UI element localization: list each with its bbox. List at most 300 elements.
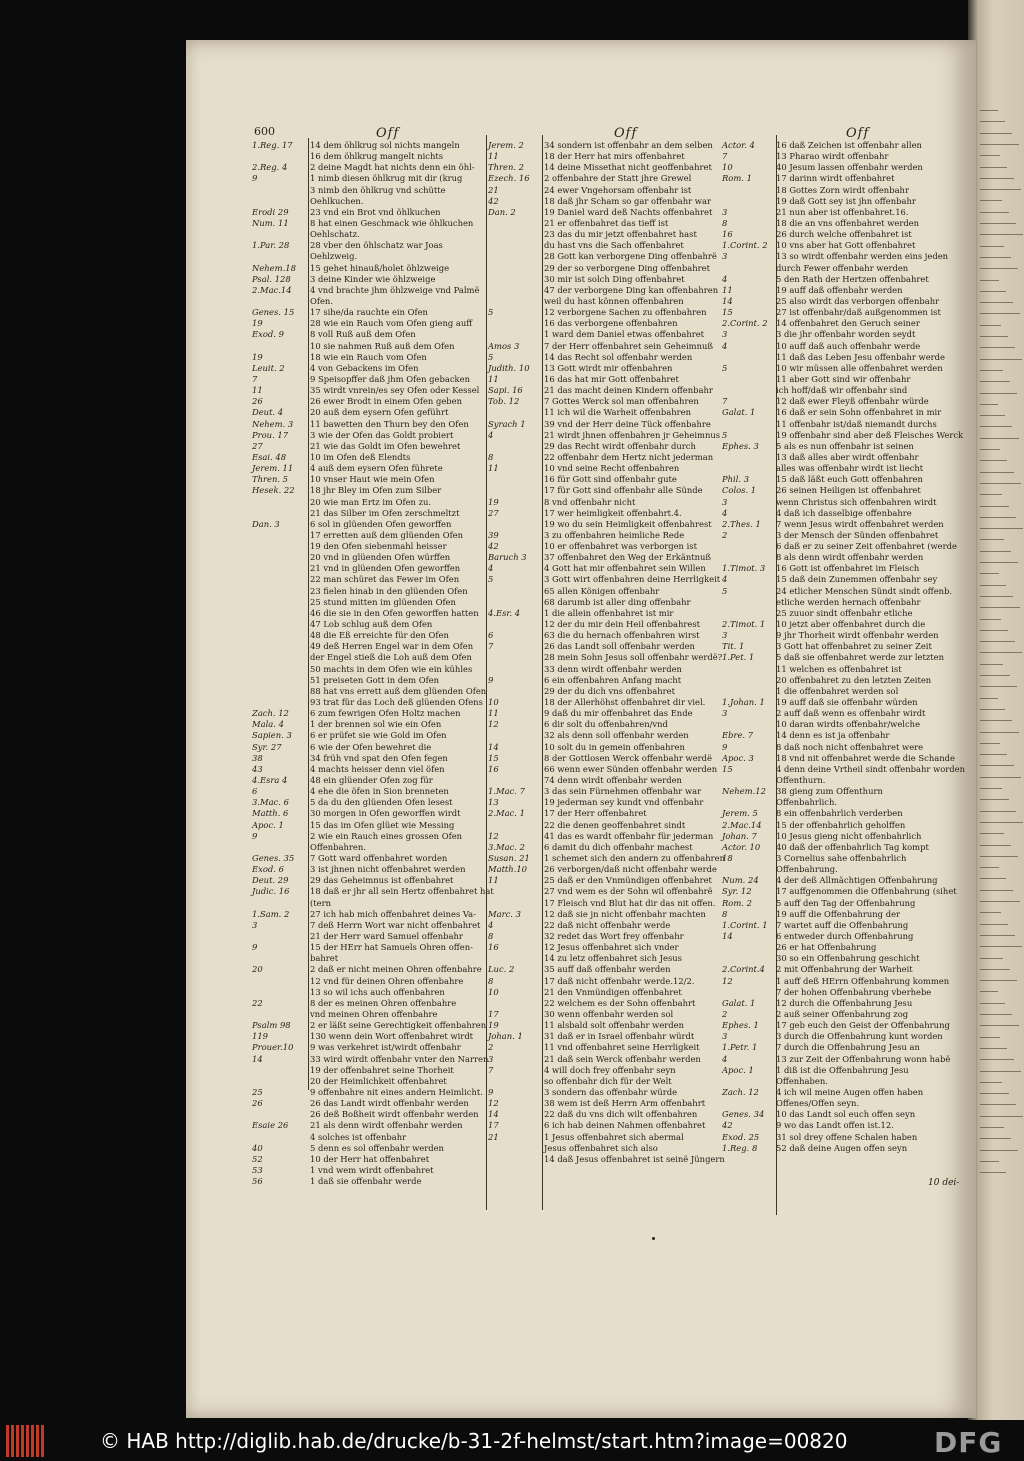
- index-entry: [252, 352, 484, 363]
- entry-text: 22 man schüret das Fewer im Ofen: [310, 574, 460, 585]
- entry-reference: 1.Pet. 1: [722, 652, 755, 663]
- entry-reference: 10: [722, 162, 733, 173]
- index-entry: [252, 1076, 484, 1087]
- index-entry: [252, 329, 484, 340]
- entry-text: 38 gieng zum Offenthurn: [776, 786, 883, 797]
- index-entry: [722, 1076, 972, 1087]
- index-entry: [252, 140, 484, 151]
- index-entry: [252, 452, 484, 463]
- entry-text: 16 für Gott sind offenbahr gute: [544, 474, 677, 485]
- entry-text: 15 daß dein Zunemmen offenbahr sey: [776, 574, 938, 585]
- index-entry: [252, 597, 484, 608]
- entry-reference: Ephes. 1: [722, 1020, 759, 1031]
- facing-page-text-trace: [980, 833, 1004, 834]
- entry-reference: Apoc. 1: [722, 1064, 754, 1075]
- index-entry: [722, 920, 972, 931]
- facing-page-text-trace: [980, 189, 1021, 190]
- index-entry: [252, 285, 484, 296]
- index-entry: [252, 530, 484, 541]
- entry-text: 19 wo du sein Heimligkeit offenbahrest: [544, 518, 712, 529]
- entry-text: 11 vnd offenbahret seine Herrligkeit: [544, 1042, 700, 1053]
- facing-page-text-trace: [980, 664, 1003, 665]
- facing-page-text-trace: [980, 1172, 1006, 1173]
- index-entry: [722, 1020, 972, 1031]
- entry-reference: 19: [252, 351, 263, 362]
- entry-text: 31 daß er in Israel offenbahr würdt: [544, 1031, 695, 1042]
- entry-text: 25 stund mitten im glüenden Ofen: [310, 596, 456, 607]
- entry-text: 8 der es meinen Ohren offenbahre: [310, 997, 457, 1008]
- facing-page-text-trace: [980, 347, 1015, 348]
- entry-text: 3 die jhr offenbahr worden seydt: [776, 329, 916, 340]
- entry-reference: Psal. 128: [252, 273, 291, 284]
- entry-reference: 9: [488, 674, 494, 685]
- entry-text: 10 das Landt sol euch offen seyn: [776, 1109, 916, 1120]
- facing-page-text-trace: [980, 1003, 1005, 1004]
- entry-text: durch Fewer offenbahr werden: [776, 262, 909, 273]
- entry-text: 9 wo das Landt offen ist.12.: [776, 1120, 894, 1131]
- entry-text: 22 die denen geoffenbahret sindt: [544, 819, 686, 830]
- entry-text: 30 mir ist solch Ding offenbahret: [544, 273, 685, 284]
- entry-text: 50 machts in dem Ofen wie ein kühles: [310, 663, 473, 674]
- entry-text: 13 so wirdt offenbahr werden eins jeden: [776, 251, 949, 262]
- index-entry: [252, 251, 484, 262]
- facing-page-text-trace: [980, 506, 1009, 507]
- entry-text: 14 offenbahret den Geruch seiner: [776, 318, 920, 329]
- entry-reference: 43: [252, 763, 263, 774]
- entry-text: Oehlschatz.: [310, 229, 360, 240]
- index-entry: [252, 831, 484, 842]
- entry-text: 1 daß sie offenbahr werde: [310, 1176, 422, 1187]
- index-entry: [252, 730, 484, 741]
- index-entry: [722, 151, 972, 162]
- facing-page-text-trace: [980, 449, 1000, 450]
- entry-reference: Apoc. 3: [722, 752, 754, 763]
- entry-text: 19 auff daß offenbahr werden: [776, 284, 903, 295]
- entry-text: 13 daß alles aber wirdt offenbahr: [776, 451, 919, 462]
- index-entry: [252, 641, 484, 652]
- facing-page-text-trace: [980, 517, 1016, 518]
- entry-reference: Dan. 2: [488, 206, 516, 217]
- index-entry: [722, 196, 972, 207]
- entry-text: weil du hast können offenbahren: [544, 295, 684, 306]
- entry-text: 19 den Ofen siebenmahl heisser: [310, 541, 447, 552]
- entry-reference: 9: [488, 1086, 494, 1097]
- entry-reference: Jerem. 2: [488, 140, 524, 150]
- entry-reference: 8: [722, 217, 728, 228]
- facing-page-text-trace: [980, 393, 1017, 394]
- entry-text: 12 daß ewer Fleyß offenbahr würde: [776, 396, 929, 407]
- index-entry: [252, 207, 484, 218]
- index-entry: [722, 976, 972, 987]
- facing-page-text-trace: [980, 788, 1002, 789]
- facing-page-text-trace: [980, 641, 1015, 642]
- entry-text: 14 daß Jesus offenbahret ist seinë Jüngern: [544, 1153, 725, 1164]
- facing-page-text-trace: [980, 596, 1013, 597]
- entry-reference: Exod. 6: [252, 864, 284, 875]
- index-entry: [252, 274, 484, 285]
- entry-text: 35 auff daß offenbahr werden: [544, 964, 671, 975]
- index-entry: [722, 552, 972, 563]
- entry-text: 10 solt du in gemein offenbahren: [544, 741, 685, 752]
- index-entry: [252, 964, 484, 975]
- entry-text: Offenbahrung.: [776, 864, 838, 875]
- entry-text: 22 offenbahr dem Hertz nicht jederman: [544, 451, 714, 462]
- entry-text: 20 vnd in glüenden Ofen würffen: [310, 552, 451, 563]
- facing-page-text-trace: [980, 167, 1007, 168]
- entry-text: 21 vnd in glüenden Ofen geworffen: [310, 563, 461, 574]
- entry-text: 3 Gott hat offenbahret zu seiner Zeit: [776, 641, 932, 652]
- entry-reference: Genes. 15: [252, 307, 295, 318]
- entry-reference: Syr. 12: [722, 886, 752, 897]
- entry-text: 10 sie nahmen Ruß auß dem Ofen: [310, 340, 455, 351]
- entry-text: 26 verborgen/daß nicht offenbahr werde: [544, 864, 717, 875]
- index-entry: [252, 419, 484, 430]
- index-entry: [722, 909, 972, 920]
- entry-reference: 42: [722, 1120, 733, 1131]
- facing-page-text-trace: [980, 935, 1015, 936]
- entry-text: Offenes/Offen seyn.: [776, 1098, 860, 1109]
- index-entry: [722, 318, 972, 329]
- entry-text: 130 wenn dein Wort offenbahret wirdt: [310, 1031, 474, 1042]
- index-entry: [252, 307, 484, 318]
- index-entry: [722, 641, 972, 652]
- entry-text: vnd meinen Ohren offenbahre: [310, 1008, 438, 1019]
- entry-text: 21 er offenbahret das tieff ist: [544, 217, 669, 228]
- entry-reference: 1.Mac. 7: [488, 786, 525, 797]
- entry-text: 17 wer heimligkeit offenbahrt.4.: [544, 507, 682, 518]
- index-entry: [722, 508, 972, 519]
- index-entry: [722, 1120, 972, 1131]
- facing-page-text-trace: [980, 1071, 1021, 1072]
- entry-reference: 2.Timot. 1: [722, 619, 766, 630]
- entry-text: 17 darinn wirdt offenbahret: [776, 173, 895, 184]
- entry-text: 6 sol in glüenden Ofen geworffen: [310, 518, 452, 529]
- facing-page-text-trace: [980, 675, 1010, 676]
- entry-reference: 10: [488, 697, 499, 708]
- head-word-middle: Off: [614, 126, 638, 141]
- index-entry: [252, 764, 484, 775]
- entry-text: 28 vber den öhlschatz war Joas: [310, 240, 443, 251]
- index-entry: [252, 1009, 484, 1020]
- index-entry: [722, 363, 972, 374]
- facing-page-text-trace: [980, 607, 1020, 608]
- entry-reference: 14: [252, 1053, 263, 1064]
- entry-reference: 13: [488, 797, 499, 808]
- entry-reference: 11: [252, 385, 263, 396]
- entry-reference: 1.Reg. 17: [252, 140, 293, 150]
- entry-text: 4 von Gebackens im Ofen: [310, 362, 419, 373]
- entry-text: 35 wirdt vnrein/es sey Ofen oder Kessel: [310, 385, 480, 396]
- index-entry: [722, 1065, 972, 1076]
- entry-text: 16 dem öhlkrug mangelt nichts: [310, 151, 444, 162]
- index-entry: [722, 931, 972, 942]
- index-entry: [722, 630, 972, 641]
- entry-text: 16 das verborgene offenbahren: [544, 318, 678, 329]
- entry-reference: 4: [488, 429, 494, 440]
- entry-reference: Apoc. 1: [252, 819, 284, 830]
- entry-text: 11 alsbald solt offenbahr werden: [544, 1020, 684, 1031]
- facing-page-text-trace: [980, 426, 1012, 427]
- entry-reference: Tit. 1: [722, 641, 745, 652]
- entry-reference: 8: [488, 451, 494, 462]
- entry-text: 26 das Landt wirdt offenbahr werden: [310, 1098, 469, 1109]
- facing-page-text-trace: [980, 720, 1012, 721]
- entry-text: 1 der brennen sol wie ein Ofen: [310, 719, 442, 730]
- entry-reference: 2.Corint. 2: [722, 318, 768, 329]
- facing-page-text-trace: [980, 878, 1006, 879]
- entry-text: 5 daß sie offenbahret werde zur letzten: [776, 652, 944, 663]
- entry-text: 3 sondern das offenbahr würde: [544, 1086, 678, 1097]
- entry-text: 3 Gott wirt offenbahren deine Herrligkeit: [544, 574, 721, 585]
- hab-library-logo-icon[interactable]: [6, 1425, 48, 1457]
- entry-reference: 17: [488, 1008, 499, 1019]
- facing-page-text-trace: [980, 178, 1014, 179]
- source-link[interactable]: © HAB http://diglib.hab.de/drucke/b-31-2f-helmst/start.htm?image=00820: [100, 1429, 848, 1453]
- index-entry: [488, 1154, 776, 1165]
- index-entry: [252, 1109, 484, 1120]
- facing-page-text-trace: [980, 709, 1005, 710]
- entry-text: 11 offenbahr ist/daß niemandt durchs: [776, 418, 937, 429]
- entry-text: 12 der du mir dein Heil offenbahrest: [544, 619, 701, 630]
- entry-reference: 5: [722, 429, 728, 440]
- entry-text: 4 denn deine Vrtheil sindt offenbahr worden: [776, 763, 965, 774]
- index-entry: [252, 463, 484, 474]
- entry-text: 6 er prüfet sie wie Gold im Ofen: [310, 730, 447, 741]
- entry-reference: 15: [722, 307, 733, 318]
- entry-text: Ofen.: [310, 295, 333, 306]
- entry-text: 8 hat einen Geschmack wie öhlkuchen: [310, 217, 474, 228]
- entry-text: 18 jhr Bley im Ofen zum Silber: [310, 485, 442, 496]
- facing-page-text-trace: [980, 1037, 1000, 1038]
- entry-reference: 4: [722, 1053, 728, 1064]
- entry-text: 46 die sie in den Ofen geworffen hatten: [310, 607, 479, 618]
- entry-reference: 3: [722, 251, 728, 262]
- entry-reference: Esaie 26: [252, 1120, 289, 1131]
- entry-reference: 39: [488, 529, 499, 540]
- index-entry: [252, 953, 484, 964]
- index-entry: [722, 597, 972, 608]
- entry-text: 10 vns aber hat Gott offenbahret: [776, 240, 916, 251]
- entry-text: 1 vnd wem wirdt offenbahret: [310, 1164, 434, 1175]
- entry-text: der Engel stieß die Loh auß dem Ofen: [310, 652, 472, 663]
- entry-reference: 7: [488, 641, 494, 652]
- entry-text: 23 vnd ein Brot vnd öhlkuchen: [310, 206, 441, 217]
- index-entry: [252, 719, 484, 730]
- index-entry: [252, 263, 484, 274]
- entry-reference: Syr. 27: [252, 741, 282, 752]
- entry-reference: 21: [488, 184, 499, 195]
- entry-reference: 16: [488, 942, 499, 953]
- entry-reference: Prouer.10: [252, 1042, 294, 1053]
- index-entry: [252, 886, 494, 897]
- index-entry: [722, 1098, 972, 1109]
- index-entry: [722, 352, 972, 363]
- entry-text: 30 wenn offenbahr werden sol: [544, 1008, 674, 1019]
- facing-page-text-trace: [980, 1014, 1012, 1015]
- entry-text: 3 nimb den öhlkrug vnd schütte: [310, 184, 446, 195]
- entry-reference: 14: [722, 930, 733, 941]
- entry-text: 5 denn es sol offenbahr werden: [310, 1142, 444, 1153]
- index-entry: [722, 341, 972, 352]
- index-entry: [252, 1143, 484, 1154]
- index-entry: [722, 307, 972, 318]
- entry-text: 25 zuuor sindt offenbahr etliche: [776, 607, 913, 618]
- entry-text: 3 deine Kinder wie öhlzweige: [310, 273, 436, 284]
- entry-text: 4 daß ich dasselbige offenbahre: [776, 507, 912, 518]
- entry-text: 1 nimb diesen öhlkrug mit dir (krug: [310, 173, 463, 184]
- entry-reference: Nehem.18: [252, 262, 296, 273]
- entry-text: 6 entweder durch Offenbahrung: [776, 930, 914, 941]
- entry-text: 20 wie man Ertz im Ofen zu.: [310, 496, 432, 507]
- entry-text: Offenbahren.: [310, 841, 366, 852]
- facing-page-text-trace: [980, 777, 1021, 778]
- entry-text: 3 der Mensch der Sünden offenbahret: [776, 529, 939, 540]
- entry-text: 16 das hat mir Gott offenbahret: [544, 373, 679, 384]
- entry-reference: 5: [722, 585, 728, 596]
- entry-reference: Genes. 35: [252, 853, 295, 863]
- entry-reference: Judic. 16: [252, 886, 290, 897]
- facing-page-text-trace: [980, 460, 1007, 461]
- entry-reference: Psalm 98: [252, 1020, 291, 1031]
- index-entry: [722, 708, 972, 719]
- index-entry: [722, 329, 972, 340]
- index-entry: [722, 730, 972, 741]
- entry-reference: 1.Corint. 2: [722, 240, 768, 251]
- entry-text: 32 als denn soll offenbahr werden: [544, 730, 689, 741]
- entry-reference: 27: [252, 440, 263, 451]
- index-entry: [722, 229, 972, 240]
- index-entry: [722, 185, 972, 196]
- index-entry: [722, 285, 972, 296]
- entry-text: 5 als es nun offenbahr ist seinen: [776, 440, 914, 451]
- entry-reference: 2: [488, 1042, 494, 1053]
- entry-text: 18 vnd nit offenbahret werde die Schande: [776, 752, 955, 763]
- entry-text: 14 deine Missethat nicht geoffenbahret: [544, 162, 712, 173]
- index-entry: [252, 786, 484, 797]
- index-entry: [722, 240, 972, 251]
- index-entry: [252, 173, 484, 184]
- footer-bar: [0, 1420, 1024, 1461]
- entry-text: 10 jetzt aber offenbahret durch die: [776, 619, 926, 630]
- index-entry: [252, 563, 484, 574]
- head-word-left: Off: [376, 126, 400, 141]
- entry-reference: 4.Esr. 4: [488, 607, 521, 618]
- entry-text: 19 auff daß sie offenbahr würden: [776, 697, 918, 708]
- index-entry: [722, 608, 972, 619]
- index-entry: [252, 808, 484, 819]
- entry-reference: 40: [252, 1142, 263, 1153]
- index-entry: [252, 608, 484, 619]
- entry-text: 12 Jesus offenbahret sich vnder: [544, 942, 679, 953]
- entry-reference: Sapien. 3: [252, 730, 292, 741]
- entry-text: 12 vnd für deinen Ohren offenbahre: [310, 975, 464, 986]
- entry-text: 15 das im Ofen glüet wie Messing: [310, 819, 455, 830]
- index-entry: [722, 820, 972, 831]
- entry-text: (tern: [310, 897, 331, 908]
- index-entry: [252, 942, 484, 953]
- entry-reference: 3: [722, 1031, 728, 1042]
- facing-page-text-trace: [980, 1025, 1019, 1026]
- entry-text: 28 wie ein Rauch vom Ofen gieng auff: [310, 318, 473, 329]
- entry-reference: 15: [722, 763, 733, 774]
- entry-text: 14 dem öhlkrug sol nichts mangeln: [310, 140, 460, 150]
- entry-text: 2 wie ein Rauch eines grossen Ofen: [310, 830, 463, 841]
- index-entry: [252, 1132, 484, 1143]
- facing-page-text-trace: [980, 121, 1005, 122]
- entry-reference: 6: [252, 786, 258, 797]
- index-entry: [252, 474, 484, 485]
- entry-reference: Baruch 3: [488, 552, 527, 563]
- index-entry: [252, 374, 484, 385]
- entry-reference: Syrach 1: [488, 418, 526, 429]
- entry-reference: Zach. 12: [722, 1086, 759, 1097]
- entry-reference: 3: [488, 1053, 494, 1064]
- entry-text: 33 wird wirdt offenbahr vnter den Narren: [310, 1053, 489, 1064]
- index-entry: [252, 920, 484, 931]
- facing-page-text-trace: [980, 799, 1009, 800]
- entry-text: 29 der du dich vns offenbahret: [544, 685, 676, 696]
- entry-reference: Hesek. 22: [252, 485, 295, 496]
- entry-text: 13 Gott wirdt mir offenbahren: [544, 362, 673, 373]
- facing-page-text-trace: [980, 1127, 1004, 1128]
- entry-text: 19 der offenbahret seine Thorheit: [310, 1064, 454, 1075]
- entry-text: 48 ein glüender Ofen zog für: [310, 775, 433, 786]
- entry-reference: 6: [488, 630, 494, 641]
- entry-text: 49 deß Herren Engel war in dem Ofen: [310, 641, 474, 652]
- facing-page-text-trace: [980, 133, 1012, 134]
- entry-text: 21 wirdt jhnen offenbahren jr Geheimnus: [544, 429, 721, 440]
- entry-reference: 19: [488, 1020, 499, 1031]
- entry-text: Offenbahrlich.: [776, 797, 838, 808]
- entry-reference: 8: [488, 930, 494, 941]
- entry-reference: 4: [488, 919, 494, 930]
- index-entry: [252, 630, 484, 641]
- entry-reference: 2.Mac.14: [722, 819, 762, 830]
- dfg-logo[interactable]: DFG: [934, 1426, 1003, 1459]
- entry-reference: 11: [488, 151, 499, 162]
- facing-page-text-trace: [980, 686, 1017, 687]
- entry-text: 21 wie das Goldt im Ofen bewehret: [310, 440, 461, 451]
- entry-text: 21 das Silber im Ofen zerschmeltzt: [310, 507, 460, 518]
- facing-page-text-trace: [980, 811, 1016, 812]
- entry-text: 7 der Herr offenbahret sein Geheimnuß: [544, 340, 713, 351]
- index-entry: [722, 385, 972, 396]
- entry-text: 1 auff deß HErrn Offenbahrung kommen: [776, 975, 950, 986]
- entry-text: 40 Jesum lassen offenbahr werden: [776, 162, 923, 173]
- entry-reference: 2: [722, 529, 728, 540]
- index-entry: [252, 652, 484, 663]
- index-entry: [722, 831, 972, 842]
- entry-text: 21 den Vnmündigen offenbahret: [544, 986, 682, 997]
- facing-page-text-trace: [980, 946, 1022, 947]
- entry-text: 17 erretten auß dem glüenden Ofen: [310, 529, 464, 540]
- entry-text: 47 Lob schlug auß dem Ofen: [310, 619, 433, 630]
- entry-reference: 11: [488, 373, 499, 384]
- entry-text: 4 will doch frey offenbahr seyn: [544, 1064, 676, 1075]
- entry-text: 15 daß läßt euch Gott offenbahren: [776, 474, 923, 485]
- entry-text: 15 der HErr hat Samuels Ohren offen-: [310, 942, 473, 953]
- entry-reference: 10: [488, 986, 499, 997]
- index-entry: [722, 998, 972, 1009]
- entry-reference: 3: [722, 630, 728, 641]
- entry-text: 18 wie ein Rauch vom Ofen: [310, 351, 427, 362]
- facing-page-text-trace: [980, 652, 1022, 653]
- entry-text: 1 diß ist die Offenbahrung Jesu: [776, 1064, 909, 1075]
- index-entry: [252, 1031, 484, 1042]
- index-entry: [722, 1009, 972, 1020]
- entry-text: 23 fielen hinab in den glüenden Ofen: [310, 585, 468, 596]
- facing-page-text-trace: [980, 144, 1019, 145]
